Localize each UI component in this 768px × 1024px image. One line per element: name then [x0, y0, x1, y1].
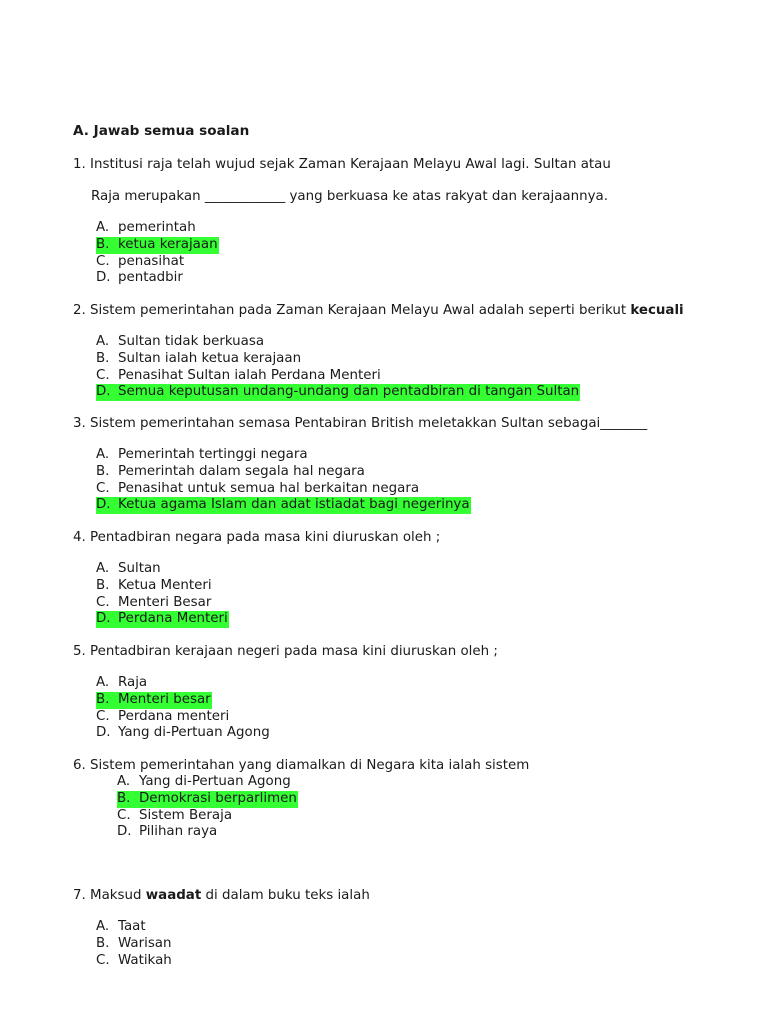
- question-6-text: 6. Sistem pemerintahan yang diamalkan di Negara kita ialah sistem: [73, 758, 530, 773]
- option-text: Pemerintah tertinggi negara: [118, 447, 308, 462]
- option-7-c: [96, 953, 173, 970]
- question-6-options: [117, 774, 298, 841]
- option-letter: C.: [96, 367, 110, 383]
- option-letter: C.: [96, 594, 110, 610]
- option-text: Sistem Beraja: [139, 807, 233, 823]
- option-text: Yang di-Pertuan Agong: [118, 725, 270, 741]
- option-3-c: [96, 481, 471, 498]
- option-text: Menteri Besar: [118, 594, 212, 610]
- option-content: [96, 254, 185, 271]
- option-content: [117, 824, 218, 841]
- option-text: Perdana Menteri: [118, 611, 228, 627]
- option-text: Ketua Menteri: [118, 577, 212, 593]
- option-4-c: [96, 595, 229, 612]
- question-4-text: 4. Pentadbiran negara pada masa kini diuruskan oleh ;: [73, 530, 441, 545]
- option-1-d: [96, 270, 219, 287]
- question-5-text: 5. Pentadbiran kerajaan negeri pada masa kini diuruskan oleh ;: [73, 644, 498, 659]
- question-7-emphasis: waadat: [145, 888, 202, 903]
- option-7-b: [96, 936, 173, 953]
- option-letter: A.: [96, 561, 110, 576]
- option-content: [96, 709, 230, 726]
- option-content: [96, 270, 184, 287]
- option-letter: C.: [96, 253, 110, 269]
- question-2-options: [96, 334, 580, 401]
- option-text: Penasihat untuk semua hal berkaitan negara: [118, 480, 420, 496]
- question-7-text-post: di dalam buku teks ialah: [201, 888, 370, 903]
- option-4-a: [96, 561, 229, 578]
- option-5-b: [96, 692, 271, 709]
- option-6-d: [117, 824, 298, 841]
- option-letter: A.: [96, 919, 110, 934]
- option-text: Raja: [118, 675, 148, 690]
- option-7-a: [96, 919, 173, 936]
- option-5-c: [96, 709, 271, 726]
- option-letter: D.: [96, 270, 111, 286]
- option-text: pemerintah: [118, 220, 196, 235]
- option-4-b: [96, 578, 229, 595]
- option-4-d: [96, 611, 229, 628]
- option-content: [96, 561, 162, 578]
- option-text: Warisan: [118, 935, 172, 951]
- option-content: [96, 919, 147, 936]
- option-2-b: [96, 351, 580, 368]
- option-text: Sultan tidak berkuasa: [118, 334, 265, 349]
- option-text: Sultan: [118, 561, 161, 576]
- option-content: [96, 447, 309, 464]
- option-letter: D.: [96, 384, 111, 400]
- option-text: pentadbir: [118, 270, 183, 286]
- option-text: Pilihan raya: [139, 824, 218, 840]
- option-content: [96, 675, 148, 692]
- option-content: [96, 351, 302, 368]
- option-content: [96, 725, 271, 742]
- option-letter: B.: [96, 463, 110, 479]
- option-3-a: [96, 447, 471, 464]
- option-content: [96, 334, 265, 351]
- option-2-d: [96, 384, 580, 401]
- option-text: Menteri besar: [118, 691, 211, 707]
- question-7-text-pre: 7. Maksud: [73, 888, 146, 903]
- option-1-a: [96, 220, 219, 237]
- option-6-b: [117, 791, 298, 808]
- option-5-d: [96, 725, 271, 742]
- option-letter: C.: [117, 807, 131, 823]
- option-content: [96, 481, 420, 498]
- option-letter: B.: [96, 350, 110, 366]
- option-text: Pemerintah dalam segala hal negara: [118, 463, 365, 479]
- correct-answer-highlight: [96, 237, 219, 254]
- question-2-text-main: 2. Sistem pemerintahan pada Zaman Kerajaan Melayu Awal adalah seperti berikut: [73, 303, 631, 318]
- option-text: Demokrasi berparlimen: [139, 790, 297, 806]
- option-letter: A.: [96, 447, 110, 462]
- question-3-options: [96, 447, 471, 514]
- option-letter: A.: [117, 774, 131, 789]
- option-text: ketua kerajaan: [118, 236, 218, 252]
- option-5-a: [96, 675, 271, 692]
- option-6-a: [117, 774, 298, 791]
- option-letter: B.: [96, 691, 110, 707]
- option-text: Perdana menteri: [118, 708, 230, 724]
- option-content: [117, 808, 233, 825]
- question-4-options: [96, 561, 229, 628]
- question-1-options: [96, 220, 219, 287]
- option-text: Ketua agama Islam dan adat istiadat bagi negerinya: [118, 497, 470, 513]
- question-1-text: 1. Institusi raja telah wujud sejak Zaman Kerajaan Melayu Awal lagi. Sultan atau: [73, 157, 611, 172]
- option-letter: D.: [96, 725, 111, 741]
- option-letter: B.: [96, 236, 110, 252]
- question-7-text: [73, 887, 370, 904]
- question-3-text: 3. Sistem pemerintahan semasa Pentabiran British meletakkan Sultan sebagai_______: [73, 416, 648, 431]
- option-letter: C.: [96, 708, 110, 724]
- option-letter: A.: [96, 220, 110, 235]
- question-7-options: [96, 919, 173, 969]
- option-letter: C.: [96, 480, 110, 496]
- option-letter: B.: [117, 790, 131, 806]
- option-text: Semua keputusan undang-undang dan pentadbiran di tangan Sultan: [118, 384, 580, 400]
- correct-answer-highlight: [96, 611, 229, 628]
- question-1-text-continued: Raja merupakan ____________ yang berkuasa ke atas rakyat dan kerajaannya.: [91, 189, 608, 204]
- question-5-options: [96, 675, 271, 742]
- option-content: [117, 774, 292, 791]
- option-letter: D.: [117, 824, 132, 840]
- section-title: A. Jawab semua soalan: [73, 123, 250, 139]
- option-6-c: [117, 808, 298, 825]
- option-letter: D.: [96, 497, 111, 513]
- option-letter: C.: [96, 952, 110, 968]
- option-text: Sultan ialah ketua kerajaan: [118, 350, 302, 366]
- option-content: [96, 464, 366, 481]
- option-content: [96, 953, 173, 970]
- question-2-text: [73, 302, 684, 319]
- option-letter: A.: [96, 334, 110, 349]
- option-content: [96, 595, 212, 612]
- option-content: [96, 578, 213, 595]
- option-text: Yang di-Pertuan Agong: [139, 774, 291, 789]
- correct-answer-highlight: [96, 497, 471, 514]
- option-text: Penasihat Sultan ialah Perdana Menteri: [118, 367, 381, 383]
- option-2-c: [96, 368, 580, 385]
- option-3-b: [96, 464, 471, 481]
- option-3-d: [96, 497, 471, 514]
- option-letter: A.: [96, 675, 110, 690]
- question-2-emphasis: kecuali: [630, 303, 684, 318]
- option-content: [96, 368, 382, 385]
- correct-answer-highlight: [117, 791, 298, 808]
- option-content: [96, 220, 197, 237]
- option-letter: B.: [96, 935, 110, 951]
- option-content: [96, 936, 172, 953]
- option-text: Watikah: [118, 952, 172, 968]
- option-1-b: [96, 237, 219, 254]
- option-2-a: [96, 334, 580, 351]
- option-letter: B.: [96, 577, 110, 593]
- correct-answer-highlight: [96, 692, 212, 709]
- correct-answer-highlight: [96, 384, 580, 401]
- option-text: Taat: [118, 919, 146, 934]
- option-1-c: [96, 254, 219, 271]
- option-text: penasihat: [118, 253, 185, 269]
- option-letter: D.: [96, 611, 111, 627]
